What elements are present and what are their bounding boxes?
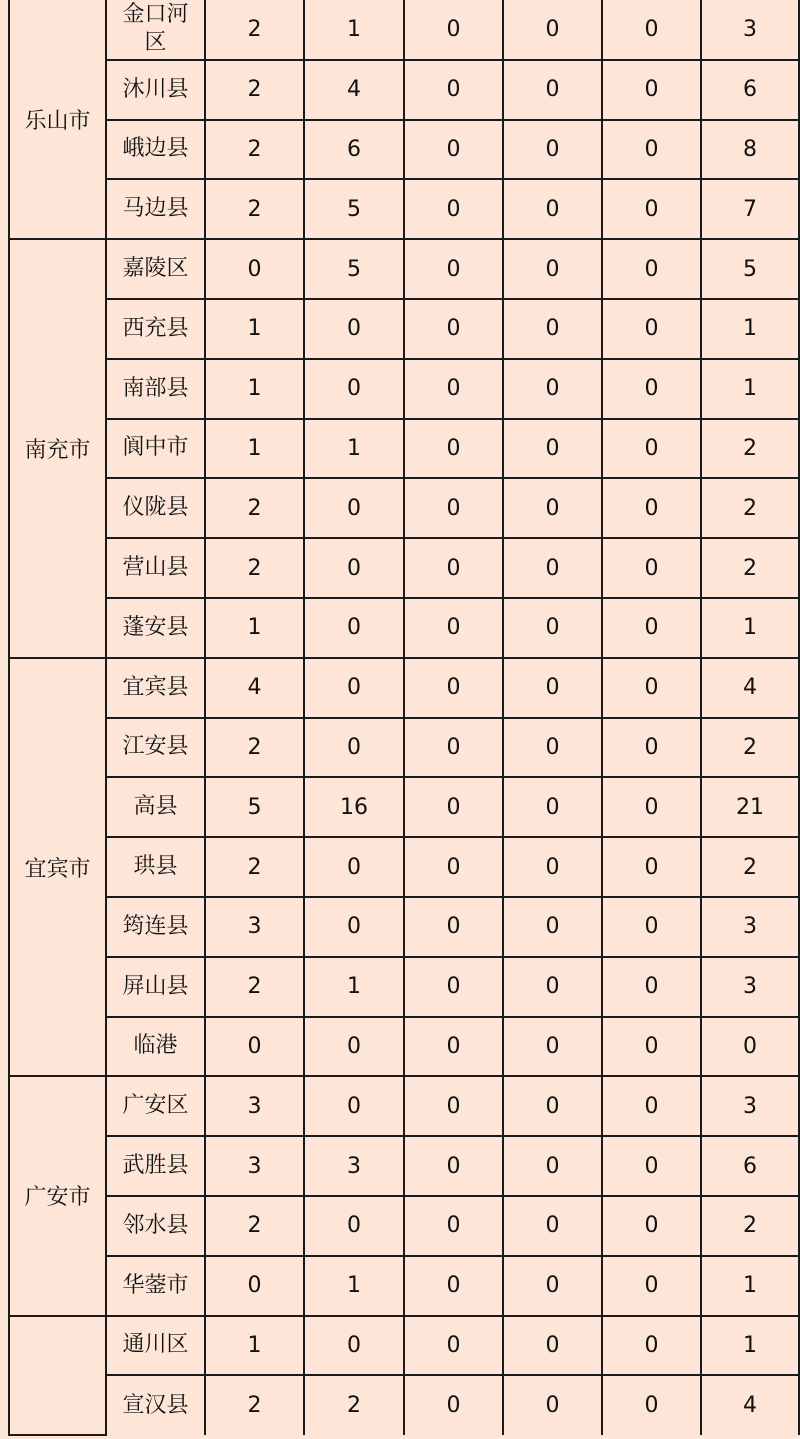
county-cell: 南部县 (106, 359, 205, 419)
value-cell: 0 (205, 239, 304, 299)
value-cell: 0 (304, 359, 404, 419)
value-cell: 2 (701, 718, 799, 778)
value-cell: 3 (701, 1076, 799, 1136)
value-cell: 0 (404, 239, 503, 299)
value-cell: 0 (503, 1256, 602, 1316)
value-cell: 7 (701, 179, 799, 239)
table-row (9, 1375, 799, 1435)
table-row (9, 419, 799, 479)
value-cell: 3 (701, 957, 799, 1017)
value-cell: 16 (304, 777, 404, 837)
value-cell: 5 (304, 179, 404, 239)
value-cell: 2 (205, 837, 304, 897)
value-cell: 5 (701, 239, 799, 299)
city-cell: 广安市 (9, 1076, 106, 1315)
table-row (9, 658, 799, 718)
table-row (9, 0, 799, 60)
value-cell: 0 (503, 239, 602, 299)
value-cell: 0 (503, 299, 602, 359)
city-cell (9, 1316, 106, 1436)
county-cell: 马边县 (106, 179, 205, 239)
value-cell: 2 (205, 718, 304, 778)
value-cell: 0 (602, 538, 701, 598)
value-cell: 2 (205, 179, 304, 239)
value-cell: 0 (602, 598, 701, 658)
county-cell: 邻水县 (106, 1196, 205, 1256)
value-cell: 5 (205, 777, 304, 837)
value-cell: 0 (404, 120, 503, 180)
table-row (9, 598, 799, 658)
table-row (9, 299, 799, 359)
value-cell: 2 (701, 478, 799, 538)
table-row (9, 60, 799, 120)
county-cell: 阆中市 (106, 419, 205, 479)
table-row (9, 897, 799, 957)
value-cell: 8 (701, 120, 799, 180)
county-cell: 临港 (106, 1017, 205, 1077)
value-cell: 0 (503, 1375, 602, 1435)
value-cell: 4 (304, 60, 404, 120)
county-cell: 仪陇县 (106, 478, 205, 538)
value-cell: 0 (602, 419, 701, 479)
value-cell: 0 (602, 1375, 701, 1435)
value-cell: 2 (205, 120, 304, 180)
value-cell: 0 (404, 1196, 503, 1256)
value-cell: 0 (404, 1256, 503, 1316)
table-row (9, 718, 799, 778)
county-cell: 江安县 (106, 718, 205, 778)
value-cell: 0 (404, 957, 503, 1017)
value-cell: 1 (701, 359, 799, 419)
value-cell: 0 (404, 658, 503, 718)
county-cell: 峨边县 (106, 120, 205, 180)
table-body (9, 0, 799, 1435)
value-cell: 0 (602, 1076, 701, 1136)
value-cell: 0 (602, 777, 701, 837)
city-cell: 南充市 (9, 239, 106, 658)
value-cell: 0 (503, 957, 602, 1017)
county-cell: 金口河区 (106, 0, 205, 60)
value-cell: 0 (503, 1076, 602, 1136)
value-cell: 0 (503, 718, 602, 778)
value-cell: 0 (304, 658, 404, 718)
table-row (9, 120, 799, 180)
value-cell: 0 (503, 538, 602, 598)
value-cell: 0 (304, 1196, 404, 1256)
value-cell: 0 (602, 897, 701, 957)
value-cell: 0 (602, 658, 701, 718)
value-cell: 0 (404, 598, 503, 658)
value-cell: 1 (205, 598, 304, 658)
value-cell: 2 (205, 0, 304, 60)
value-cell: 4 (701, 658, 799, 718)
value-cell: 3 (205, 1136, 304, 1196)
value-cell: 0 (404, 837, 503, 897)
value-cell: 1 (205, 299, 304, 359)
value-cell: 1 (304, 419, 404, 479)
value-cell: 0 (503, 1136, 602, 1196)
value-cell: 0 (404, 897, 503, 957)
county-cell: 宣汉县 (106, 1375, 205, 1435)
value-cell: 1 (205, 1316, 304, 1376)
value-cell: 0 (602, 1017, 701, 1077)
value-cell: 4 (205, 658, 304, 718)
value-cell: 0 (404, 1316, 503, 1376)
value-cell: 2 (701, 538, 799, 598)
value-cell: 0 (602, 478, 701, 538)
table-row (9, 239, 799, 299)
value-cell: 0 (404, 179, 503, 239)
county-cell: 营山县 (106, 538, 205, 598)
value-cell: 2 (304, 1375, 404, 1435)
value-cell: 0 (503, 419, 602, 479)
value-cell: 1 (205, 359, 304, 419)
city-cell: 宜宾市 (9, 658, 106, 1077)
table-row (9, 777, 799, 837)
value-cell: 0 (602, 179, 701, 239)
value-cell: 0 (304, 538, 404, 598)
value-cell: 1 (304, 957, 404, 1017)
value-cell: 5 (304, 239, 404, 299)
value-cell: 1 (304, 0, 404, 60)
value-cell: 0 (602, 0, 701, 60)
value-cell: 0 (404, 419, 503, 479)
city-cell: 乐山市 (9, 0, 106, 239)
value-cell: 6 (304, 120, 404, 180)
value-cell: 0 (304, 1017, 404, 1077)
value-cell: 0 (503, 0, 602, 60)
value-cell: 4 (701, 1375, 799, 1435)
county-cell: 西充县 (106, 299, 205, 359)
value-cell: 0 (404, 0, 503, 60)
county-cell: 宜宾县 (106, 658, 205, 718)
value-cell: 0 (602, 1316, 701, 1376)
value-cell: 1 (701, 1316, 799, 1376)
value-cell: 0 (304, 718, 404, 778)
county-cell: 沐川县 (106, 60, 205, 120)
value-cell: 0 (503, 658, 602, 718)
value-cell: 0 (503, 179, 602, 239)
county-cell: 广安区 (106, 1076, 205, 1136)
value-cell: 6 (701, 1136, 799, 1196)
value-cell: 0 (602, 120, 701, 180)
county-cell: 珙县 (106, 837, 205, 897)
county-cell: 武胜县 (106, 1136, 205, 1196)
value-cell: 0 (304, 299, 404, 359)
table-row (9, 1136, 799, 1196)
table-row (9, 1316, 799, 1376)
value-cell: 0 (404, 718, 503, 778)
value-cell: 3 (205, 897, 304, 957)
value-cell: 1 (701, 1256, 799, 1316)
value-cell: 0 (602, 60, 701, 120)
value-cell: 0 (503, 598, 602, 658)
value-cell: 0 (304, 1316, 404, 1376)
table-row (9, 1017, 799, 1077)
value-cell: 0 (205, 1256, 304, 1316)
value-cell: 0 (503, 777, 602, 837)
value-cell: 0 (602, 718, 701, 778)
county-cell: 嘉陵区 (106, 239, 205, 299)
value-cell: 0 (404, 359, 503, 419)
value-cell: 1 (701, 598, 799, 658)
table-row (9, 837, 799, 897)
value-cell: 0 (205, 1017, 304, 1077)
table-row (9, 1256, 799, 1316)
value-cell: 2 (701, 837, 799, 897)
value-cell: 0 (701, 1017, 799, 1077)
value-cell: 0 (602, 1196, 701, 1256)
table-row (9, 957, 799, 1017)
table-row (9, 538, 799, 598)
county-cell: 通川区 (106, 1316, 205, 1376)
value-cell: 0 (404, 1136, 503, 1196)
value-cell: 0 (602, 837, 701, 897)
value-cell: 2 (205, 538, 304, 598)
county-cell: 蓬安县 (106, 598, 205, 658)
value-cell: 0 (304, 478, 404, 538)
value-cell: 0 (602, 957, 701, 1017)
table-row (9, 359, 799, 419)
value-cell: 0 (404, 1375, 503, 1435)
value-cell: 0 (602, 1256, 701, 1316)
table-row (9, 1076, 799, 1136)
value-cell: 21 (701, 777, 799, 837)
value-cell: 3 (701, 0, 799, 60)
value-cell: 0 (404, 60, 503, 120)
county-cell: 华蓥市 (106, 1256, 205, 1316)
county-cell: 高县 (106, 777, 205, 837)
value-cell: 3 (304, 1136, 404, 1196)
value-cell: 3 (701, 897, 799, 957)
value-cell: 0 (503, 478, 602, 538)
value-cell: 2 (701, 419, 799, 479)
table-row (9, 478, 799, 538)
value-cell: 0 (304, 1076, 404, 1136)
county-cell: 屏山县 (106, 957, 205, 1017)
table-row (9, 179, 799, 239)
value-cell: 0 (602, 359, 701, 419)
value-cell: 0 (503, 120, 602, 180)
value-cell: 0 (503, 1316, 602, 1376)
value-cell: 0 (404, 1017, 503, 1077)
value-cell: 3 (205, 1076, 304, 1136)
value-cell: 1 (205, 419, 304, 479)
county-cell: 筠连县 (106, 897, 205, 957)
value-cell: 0 (503, 897, 602, 957)
statistics-table (8, 0, 800, 1436)
value-cell: 0 (503, 60, 602, 120)
value-cell: 0 (602, 1136, 701, 1196)
value-cell: 0 (503, 1196, 602, 1256)
value-cell: 0 (304, 897, 404, 957)
value-cell: 2 (205, 60, 304, 120)
value-cell: 0 (404, 538, 503, 598)
value-cell: 2 (205, 957, 304, 1017)
table-row (9, 1196, 799, 1256)
value-cell: 2 (205, 478, 304, 538)
value-cell: 0 (503, 837, 602, 897)
value-cell: 2 (205, 1196, 304, 1256)
value-cell: 2 (205, 1375, 304, 1435)
value-cell: 1 (701, 299, 799, 359)
value-cell: 2 (701, 1196, 799, 1256)
value-cell: 1 (304, 1256, 404, 1316)
value-cell: 0 (404, 1076, 503, 1136)
value-cell: 0 (602, 299, 701, 359)
value-cell: 0 (304, 598, 404, 658)
value-cell: 0 (404, 478, 503, 538)
value-cell: 0 (503, 359, 602, 419)
value-cell: 6 (701, 60, 799, 120)
value-cell: 0 (503, 1017, 602, 1077)
value-cell: 0 (404, 777, 503, 837)
value-cell: 0 (304, 837, 404, 897)
value-cell: 0 (404, 299, 503, 359)
value-cell: 0 (602, 239, 701, 299)
